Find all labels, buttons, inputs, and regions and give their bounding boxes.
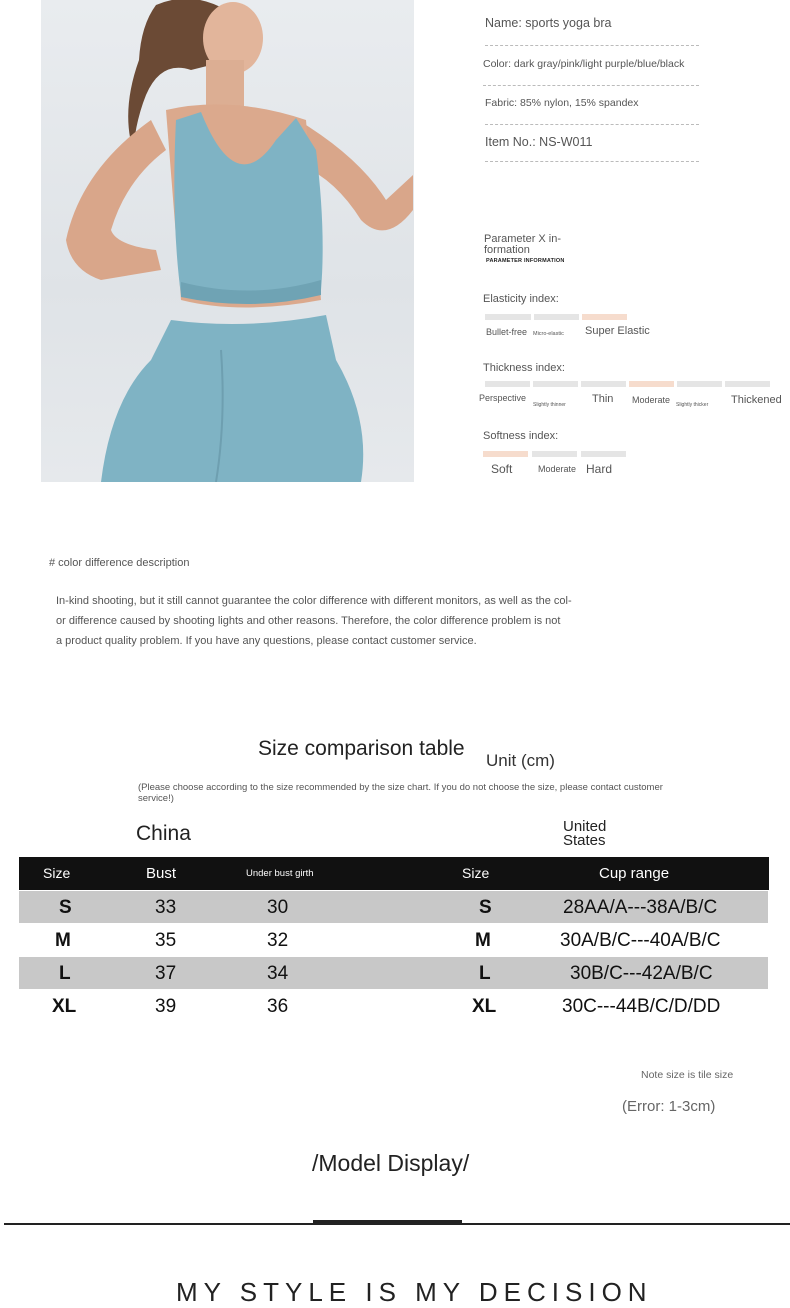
cell-cup-range: 30A/B/C---40A/B/C bbox=[560, 930, 721, 951]
cell-cup-range: 28AA/A---38A/B/C bbox=[563, 897, 718, 918]
product-photo bbox=[41, 0, 414, 482]
table-row bbox=[19, 990, 768, 1022]
model-display-title: /Model Display/ bbox=[312, 1150, 470, 1176]
softness-bar-1 bbox=[483, 451, 528, 457]
thickness-bar-5 bbox=[677, 381, 722, 387]
thickness-label-2: Slightly thinner bbox=[533, 402, 566, 408]
cell-under-bust: 34 bbox=[267, 963, 289, 984]
elasticity-label-2: Micro-elastic bbox=[533, 331, 564, 337]
elasticity-label-3: Super Elastic bbox=[585, 325, 650, 337]
slogan: MY STYLE IS MY DECISION bbox=[176, 1277, 653, 1307]
cell-bust: 39 bbox=[155, 996, 177, 1017]
header-bust: Bust bbox=[146, 865, 177, 882]
cell-bust: 33 bbox=[155, 897, 177, 918]
elasticity-bar-2 bbox=[534, 314, 579, 320]
size-footnote: Note size is tile size bbox=[641, 1069, 734, 1081]
cell-us-size: M bbox=[475, 930, 491, 951]
color-difference-title: # color difference description bbox=[49, 557, 190, 569]
size-table-unit: Unit (cm) bbox=[486, 751, 555, 770]
color-difference-line: or difference caused by shooting lights and other reasons. Therefore, the color difference problem is not bbox=[56, 615, 561, 627]
cell-us-size: S bbox=[479, 897, 492, 918]
softness-label-3: Hard bbox=[586, 462, 613, 476]
header-under-bust: Under bust girth bbox=[246, 868, 314, 879]
table-row bbox=[19, 924, 768, 956]
softness-bar-2 bbox=[532, 451, 577, 457]
color-difference-line: In-kind shooting, but it still cannot guarantee the color difference with different monitors, as well as the col- bbox=[56, 595, 572, 607]
elasticity-title: Elasticity index: bbox=[483, 293, 559, 305]
color-difference-line: a product quality problem. If you have any questions, please contact customer service. bbox=[56, 635, 477, 647]
header-size-us: Size bbox=[462, 865, 490, 881]
section-divider bbox=[4, 1223, 790, 1225]
elasticity-bar-1 bbox=[485, 314, 531, 320]
thickness-bar-4 bbox=[629, 381, 674, 387]
cell-under-bust: 30 bbox=[267, 897, 289, 918]
header-size-china: Size bbox=[43, 865, 71, 881]
thickness-label-1: Perspective bbox=[479, 393, 527, 403]
cell-size: L bbox=[59, 963, 71, 984]
size-table-note: (Please choose according to the size recommended by the size chart. If you do not choose the size, please contact customer service!) bbox=[138, 782, 663, 804]
model-illustration bbox=[41, 0, 414, 482]
product-color: Color: dark gray/pink/light purple/blue/black bbox=[483, 58, 699, 86]
cell-us-size: XL bbox=[472, 996, 497, 1017]
color-difference-text bbox=[56, 591, 576, 651]
product-name: Name: sports yoga bra bbox=[485, 16, 699, 46]
elasticity-bar-3 bbox=[582, 314, 627, 320]
china-label: China bbox=[136, 822, 191, 845]
us-label bbox=[563, 820, 606, 848]
us-label-line: United bbox=[563, 818, 607, 835]
cell-size: XL bbox=[52, 996, 77, 1017]
size-error-note: (Error: 1-3cm) bbox=[622, 1098, 716, 1115]
table-row bbox=[19, 957, 768, 989]
elasticity-label-1: Bullet-free bbox=[486, 327, 528, 337]
softness-label-1: Soft bbox=[491, 462, 513, 476]
parameter-subtitle: PARAMETER INFORMATION bbox=[486, 258, 565, 264]
cell-under-bust: 32 bbox=[267, 930, 289, 951]
thickness-bar-1 bbox=[485, 381, 530, 387]
product-item-no: Item No.: NS-W011 bbox=[485, 135, 699, 162]
table-row bbox=[19, 891, 768, 923]
softness-bar-3 bbox=[581, 451, 626, 457]
thickness-label-5: Slightly thicker bbox=[676, 402, 709, 408]
product-fabric: Fabric: 85% nylon, 15% spandex bbox=[485, 97, 699, 125]
cell-bust: 35 bbox=[155, 930, 177, 951]
cell-size: S bbox=[59, 897, 72, 918]
cell-size: M bbox=[55, 930, 71, 951]
size-table-header bbox=[19, 857, 769, 890]
cell-under-bust: 36 bbox=[267, 996, 289, 1017]
softness-label-2: Moderate bbox=[538, 464, 577, 474]
softness-title: Softness index: bbox=[483, 430, 559, 442]
thickness-bar-3 bbox=[581, 381, 626, 387]
parameter-title: Parameter X in-formation bbox=[484, 233, 562, 256]
thickness-label-6: Thickened bbox=[731, 394, 782, 406]
cell-bust: 37 bbox=[155, 963, 177, 984]
cell-cup-range: 30C---44B/C/D/DD bbox=[562, 996, 721, 1017]
size-table-title: Size comparison table bbox=[258, 737, 465, 760]
thickness-title: Thickness index: bbox=[483, 362, 565, 374]
us-label-line: States bbox=[563, 832, 606, 849]
cell-cup-range: 30B/C---42A/B/C bbox=[570, 963, 713, 984]
cell-us-size: L bbox=[479, 963, 491, 984]
thickness-label-3: Thin bbox=[592, 393, 614, 405]
thickness-label-4: Moderate bbox=[632, 395, 671, 405]
thickness-bar-2 bbox=[533, 381, 578, 387]
thickness-bar-6 bbox=[725, 381, 770, 387]
header-cup-range: Cup range bbox=[599, 865, 670, 882]
